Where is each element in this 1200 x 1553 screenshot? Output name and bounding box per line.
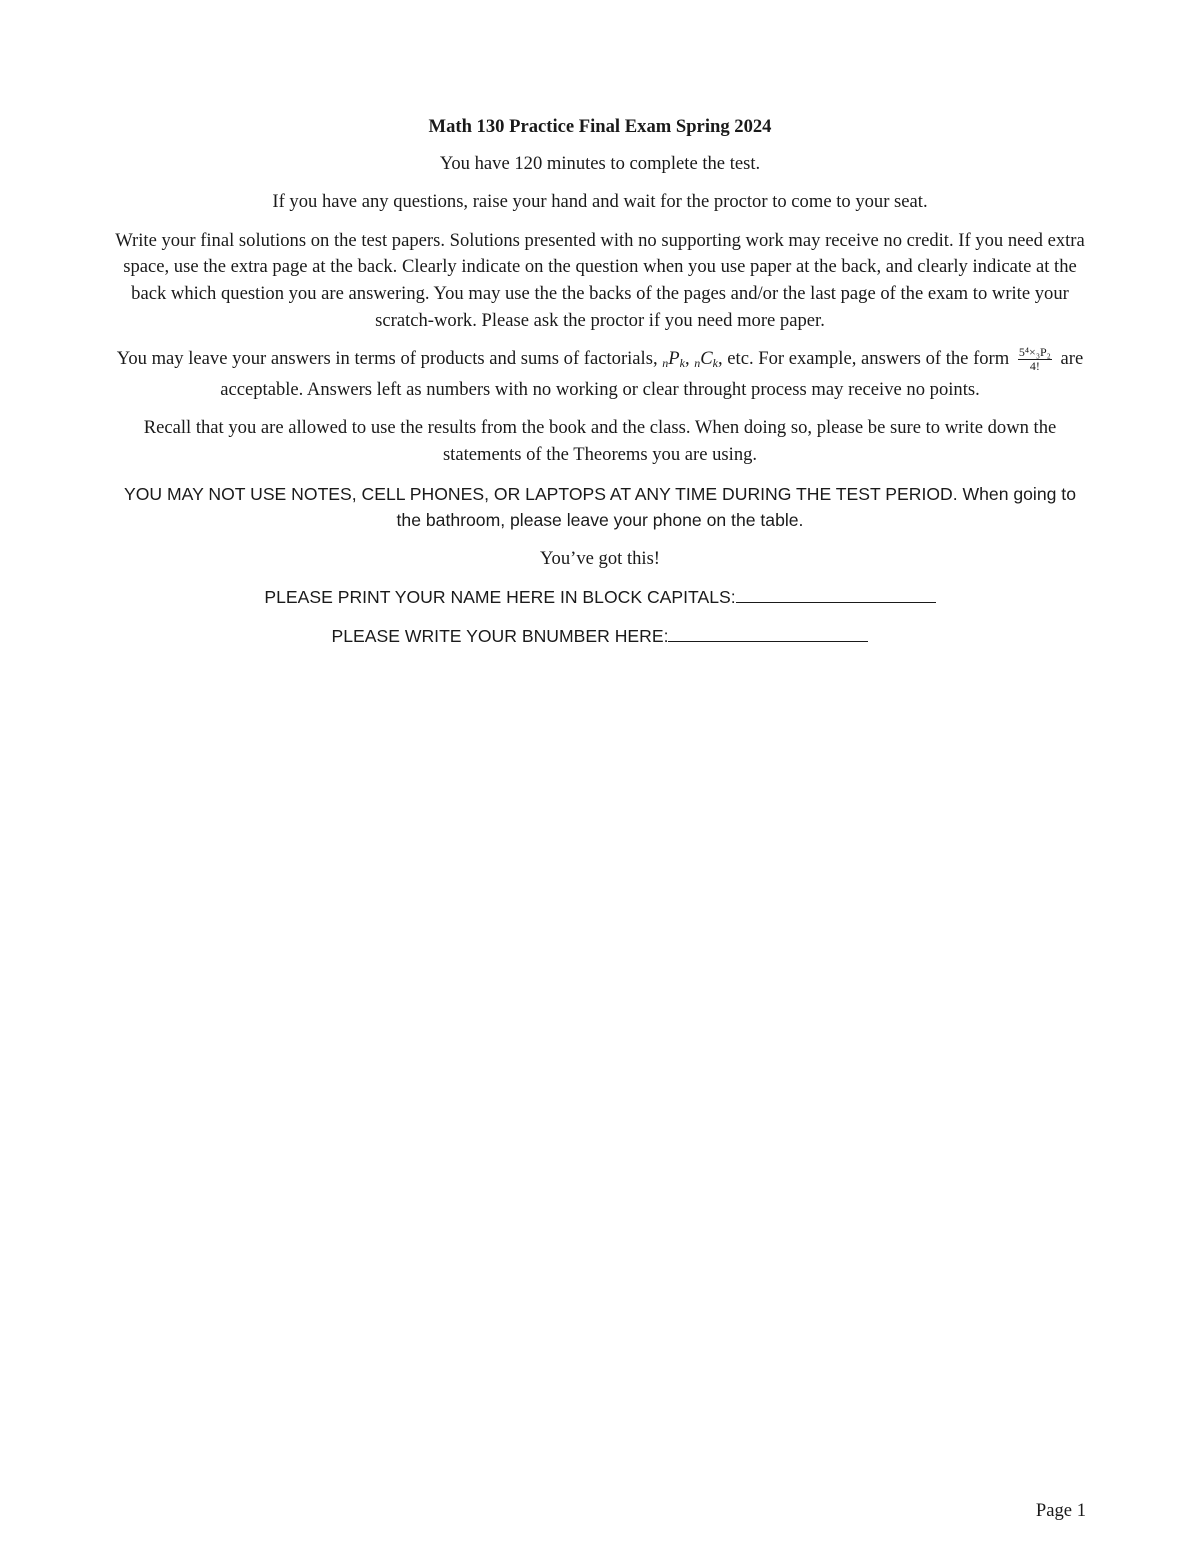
answers-intro: You may leave your answers in terms of products and sums of factorials, [116,348,658,370]
perm-sub-n: n [662,356,669,371]
recall-note: Recall that you are allowed to use the results from the book and the class. When doing so, please be sure to write down the statements of the Theorems you are using. [143,417,1057,465]
comb-sub-k: k [712,356,718,371]
bnumber-prompt: PLEASE WRITE YOUR BNUMBER HERE: [331,625,669,646]
questions-note: If you have any questions, raise your hand and wait for the proctor to come to your seat. [272,191,928,213]
exam-cover [115,114,1085,662]
encouragement: You’ve got this! [539,547,660,569]
answers-after-symbols: , etc. For example, answers of the form [718,348,1010,370]
name-blank[interactable] [736,588,936,603]
page-number: Page 1 [1035,1500,1086,1521]
name-prompt: PLEASE PRINT YOUR NAME HERE IN BLOCK CAPITALS: [264,587,736,608]
rules-note: YOU MAY NOT USE NOTES, CELL PHONES, OR LAPTOPS AT ANY TIME DURING THE TEST PERIOD. When going to the bathroom, please leave your phone on the table. [124,483,1076,531]
fraction-numerator: 5⁴×₃P₂ [1018,345,1051,360]
bnumber-line [115,623,1085,650]
example-fraction [1018,346,1052,373]
name-line [115,584,1085,611]
time-note: You have 120 minutes to complete the test. [439,152,761,174]
answers-after-fraction: are acceptable. Answers left as numbers with no working or clear throught process may receive no points. [220,348,1084,400]
answers-note [115,346,1085,403]
fraction-denominator: 4! [1029,359,1040,374]
comb-symbol: C [700,348,713,370]
perm-notation [662,348,685,369]
solutions-note: Write your final solutions on the test papers. Solutions presented with no supporting work may receive no credit. If you need extra space, use the extra page at the back. Clearly indicate on the question when you use paper at the back, and clearly indicate at the back which question you are answering. You may use the the backs of the pages and/or the last page of the exam to write your scratch-work. Please ask the proctor if you need more paper. [115,229,1085,331]
perm-symbol: P [668,348,680,370]
comb-sub-n: n [694,356,701,371]
perm-sub-k: k [679,356,685,371]
exam-title: Math 130 Practice Final Exam Spring 2024 [428,116,772,137]
bnumber-blank[interactable] [668,627,868,642]
comb-notation [694,348,718,369]
notation-comma: , [684,348,690,370]
